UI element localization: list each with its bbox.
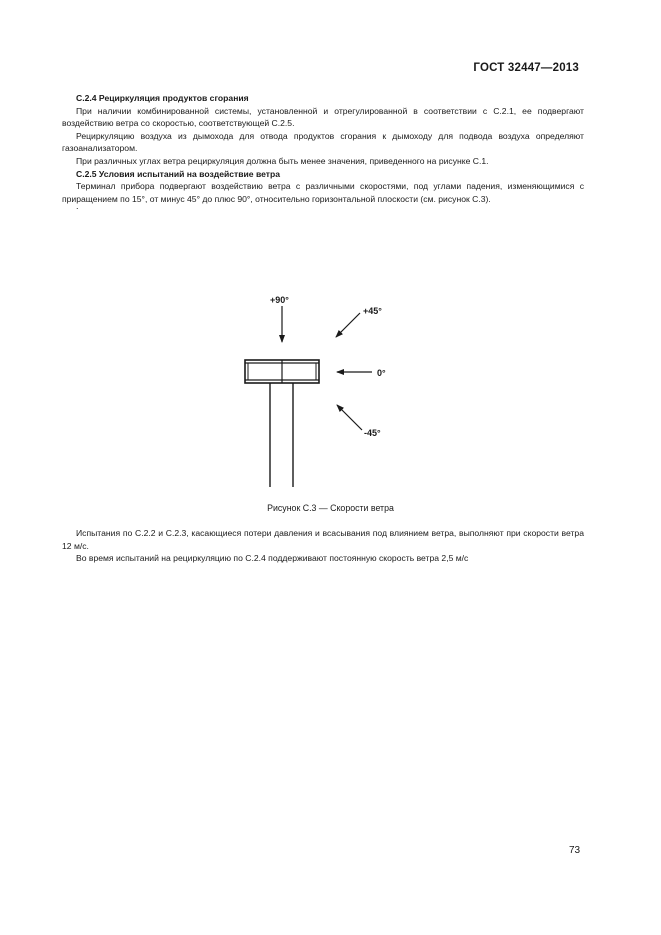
page-number: 73 [569, 845, 581, 856]
paragraph: Терминал прибора подвергают воздействию ветра с различными скоростями, под углами падения, изменяющимися с приращением по 15°, от минус 45° до плюс 90°, относительно горизонтальной плоскости (см. рисунок С.3). [62, 181, 584, 204]
terminal-pipes [270, 383, 293, 487]
section-heading-c25: С.2.5 Условия испытаний на воздействие ветра [76, 168, 281, 179]
paragraph: При наличии комбинированной системы, установленной и отрегулированной в соответствии с С.2.1, ее подвергают воздействию ветра со скоростью, соответствующей С.2.5. [62, 105, 584, 129]
section-heading-c24: С.2.4 Рециркуляция продуктов сгорания [76, 93, 249, 103]
paragraph: При различных углах ветра рециркуляция должна быть менее значения, приведенного на рисунке С.1. [76, 155, 489, 166]
arrow-minus45 [337, 405, 362, 430]
after-figure-text [62, 527, 584, 565]
paragraph: Во время испытаний на рециркуляцию по С.2.4 поддерживают постоянную скорость ветра 2,5 м/с [76, 553, 469, 564]
label-plus45: +45° [363, 306, 382, 316]
label-plus90: +90° [270, 295, 289, 305]
paragraph: Испытания по С.2.2 и С.2.3, касающиеся потери давления и всасывания под влиянием ветра, выполняют при скорости ветра 12 м/с. [62, 528, 584, 551]
terminal-head [245, 360, 319, 383]
label-minus45: -45° [364, 428, 381, 438]
label-zero: 0° [377, 368, 386, 378]
stray-dot: . [76, 201, 79, 211]
document-code: ГОСТ 32447—2013 [473, 62, 579, 74]
paragraph: Рециркуляцию воздуха из дымохода для отвода продуктов сгорания к дымоходу для подвода воздуха определяют газоанализатором. [62, 130, 584, 154]
main-text [62, 92, 584, 205]
arrow-plus45 [336, 313, 360, 337]
figure-caption: Рисунок С.3 — Скорости ветра [267, 503, 394, 513]
